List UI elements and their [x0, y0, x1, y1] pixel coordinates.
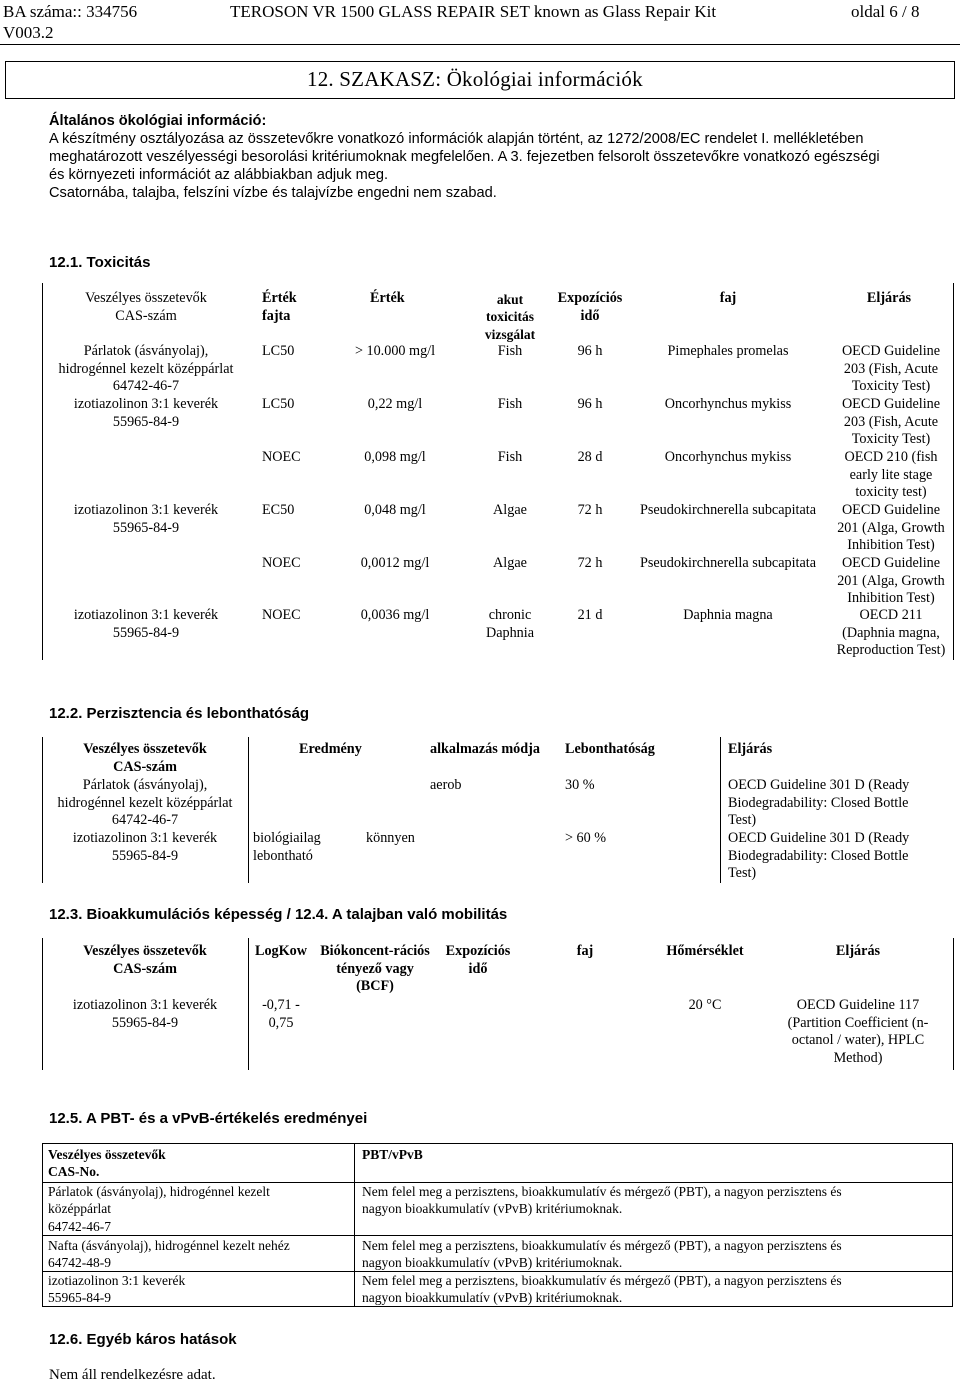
bioacc-heading: 12.3. Bioakkumulációs képesség / 12.4. A talajban való mobilitás: [49, 906, 508, 923]
persist-component: Párlatok (ásványolaj), hidrogénnel kezelt középpárlat 64742-46-7: [57, 777, 233, 829]
tox-col-cas: CAS-szám: [115, 307, 177, 324]
pbt-col-result: PBT/vPvB: [362, 1147, 423, 1162]
general-line: meghatározott veszélyességi besorolási kritériumoknak megfelelően. A 3. fejezetben felsorolt összetevőkre vonatkozó egészségi: [49, 149, 880, 165]
persist-col-degradability: Lebonthatóság: [565, 741, 655, 757]
general-line: A készítmény osztályozása az összetevőkre vonatkozó információk alapján történt, az 1272/2008/EC rendelet I. mellékletében: [49, 131, 864, 147]
persist-col-comp: Veszélyes összetevők: [83, 741, 207, 757]
general-heading: Általános ökológiai információ:: [49, 113, 267, 129]
page-number: oldal 6 / 8: [851, 2, 920, 21]
tox-component: izotiazolinon 3:1 keverék 55965-84-9: [73, 607, 219, 641]
tox-col-type2: fajta: [262, 307, 291, 324]
tox-col-species: faj: [719, 290, 737, 306]
tox-col-acute: akut: [496, 292, 524, 307]
pbt-col-cas: CAS-No.: [48, 1164, 100, 1180]
bioacc-col-logkow: LogKow: [254, 943, 308, 959]
bioacc-col-temp: Hőmérséklet: [666, 943, 744, 959]
tox-col-acute2: toxicitás: [486, 309, 534, 325]
doc-version: V003.2: [3, 23, 54, 42]
tox-col-exposure: Expozíciós: [557, 290, 623, 306]
persist-heading: 12.2. Perzisztencia és lebonthatóság: [49, 705, 310, 722]
tox-col-value: Érték: [370, 290, 405, 306]
tox-component: Párlatok (ásványolaj), hidrogénnel kezelt középpárlat 64742-46-7: [58, 343, 234, 395]
tox-col-type: Érték: [262, 290, 297, 306]
tox-heading: 12.1. Toxicitás: [49, 254, 151, 271]
general-line: Csatornába, talajba, felszíni vízbe és talajvízbe engedni nem szabad.: [49, 185, 497, 201]
bioacc-col-species: faj: [576, 943, 594, 959]
tox-component: izotiazolinon 3:1 keverék 55965-84-9: [73, 502, 219, 536]
bioacc-col-comp: Veszélyes összetevők: [83, 943, 207, 959]
other-text: Nem áll rendelkezésre adat.: [49, 1367, 216, 1383]
other-heading: 12.6. Egyéb káros hatások: [49, 1331, 237, 1348]
tox-component: izotiazolinon 3:1 keverék 55965-84-9: [73, 396, 219, 430]
bioacc-col-exposure: Expozíciós: [445, 943, 511, 959]
product-name: TEROSON VR 1500 GLASS REPAIR SET known as Glass Repair Kit: [230, 2, 717, 21]
persist-component: izotiazolinon 3:1 keverék 55965-84-9: [72, 830, 218, 864]
persist-col-mode: alkalmazás módja: [430, 741, 540, 757]
tox-col-comp: Veszélyes összetevők: [85, 290, 207, 306]
bioacc-col-cas: CAS-szám: [113, 960, 177, 977]
persist-col-method: Eljárás: [728, 741, 773, 757]
doc-number: BA száma:: 334756: [3, 2, 138, 21]
bioacc-col-method: Eljárás: [835, 943, 881, 959]
section-title: 12. SZAKASZ: Ökológiai információk: [307, 67, 643, 91]
bioacc-col-bcf: Biókoncent-rációs: [320, 943, 430, 959]
tox-col-method: Eljárás: [866, 290, 912, 306]
tox-col-acute3: vizsgálat: [484, 326, 536, 342]
general-line: és környezeti információt az alábbiakban adjuk meg.: [49, 167, 389, 183]
pbt-heading: 12.5. A PBT- és a vPvB-értékelés eredményei: [49, 1110, 368, 1127]
header-rule: [0, 44, 960, 45]
pbt-col-comp: Veszélyes összetevők: [48, 1147, 166, 1162]
tox-col-exposure2: idő: [580, 307, 600, 324]
persist-col-result: Eredmény: [299, 741, 362, 757]
persist-col-cas: CAS-szám: [113, 758, 177, 775]
